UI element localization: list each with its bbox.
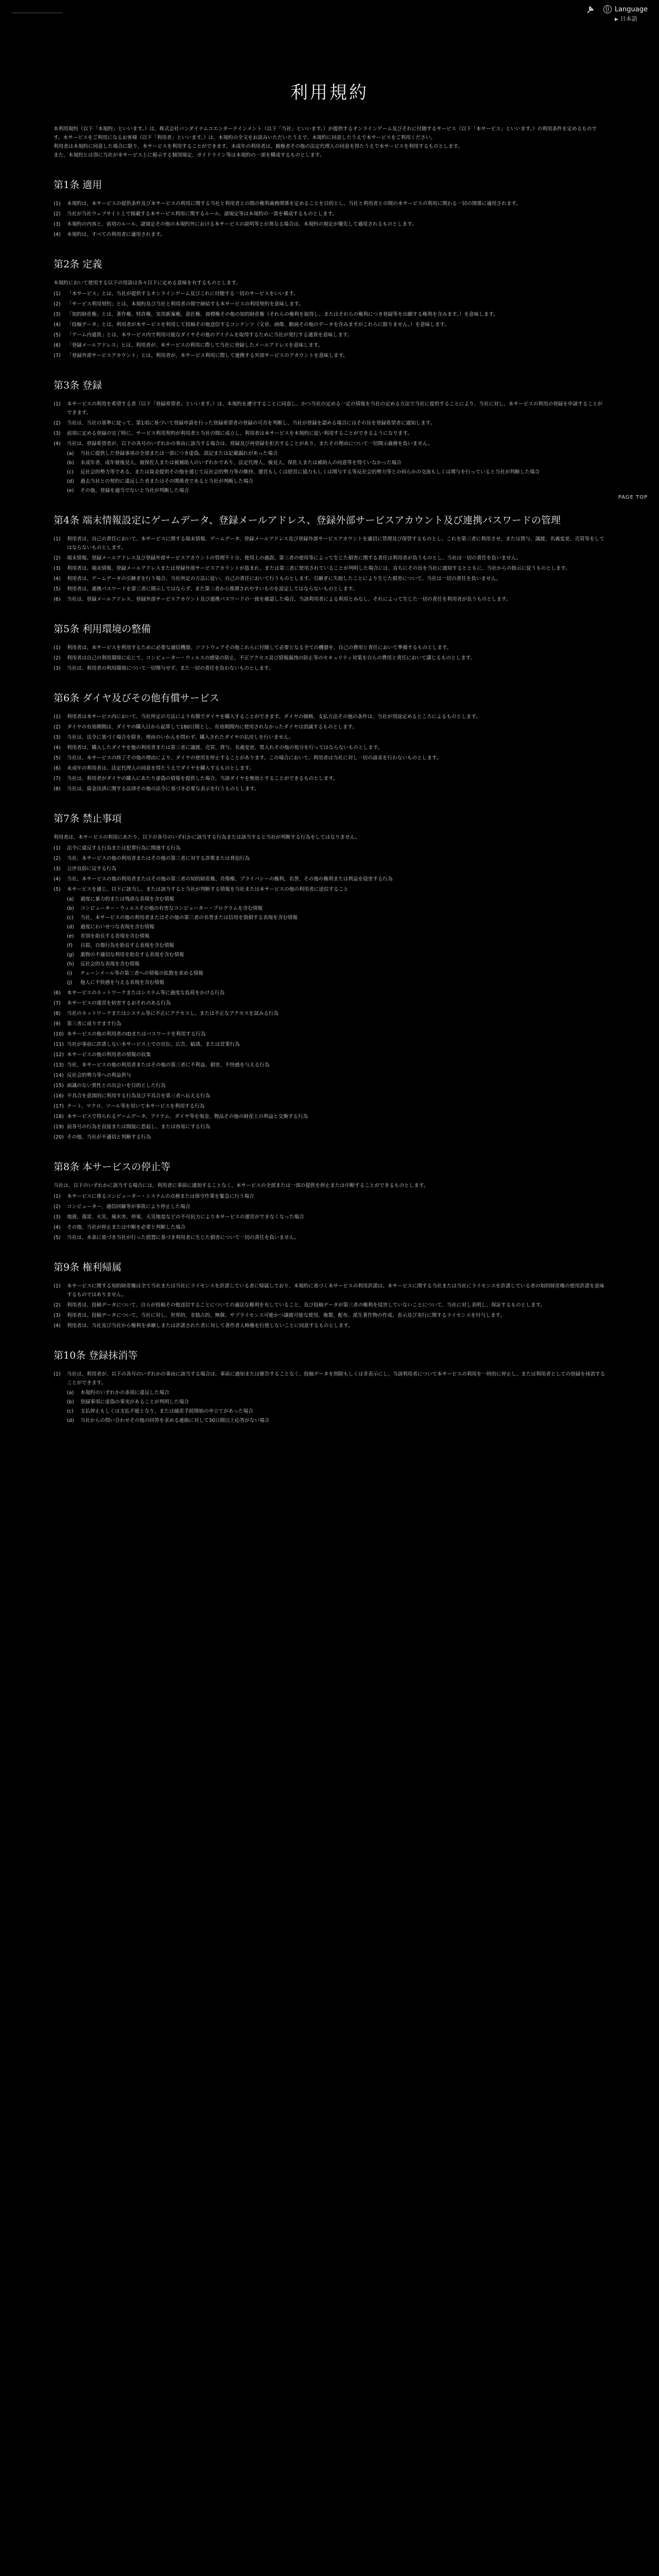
intro [54,125,605,160]
sub-item-number: (b) [67,906,74,911]
article-item [54,1081,605,1090]
item-number: (2) [54,1302,61,1308]
item-text: 当社は、本サービスの終了その他の理由により、ダイヤの使用を停止することがあります。この場合において、利用者は当社に対し一切の請求を行わないものとします。 [67,755,442,761]
article-item [54,585,605,594]
sub-item-number: (e) [67,488,74,494]
article-title: 第6条 ダイヤ及びその他有償サービス [54,692,219,704]
article-item [54,1050,605,1059]
sub-item [67,459,605,467]
article-item [54,764,605,773]
article-item [54,1133,605,1142]
item-text: 公序良俗に反する行為 [67,866,116,872]
item-text: 利用者は本サービス内において、当社所定の方法により有償でダイヤを購入することができます。ダイヤの価格、支払方法その他の条件は、当社が別途定めるところによるものとします。 [67,714,481,720]
sub-item-text: 支払停止もしくは支払不能となり、または破産手続開始の申立てがあった場合 [80,1409,253,1414]
sub-item-number: (i) [67,971,73,976]
article-10 [54,1349,605,1425]
article-item [54,300,605,309]
article-item [54,854,605,863]
item-number: (2) [54,1204,61,1210]
item-number: (2) [54,555,61,561]
item-text: 本サービスの利用を希望する者（以下「登録希望者」といいます。）は、本規約を遵守することに同意し、かつ当社の定める一定の情報を当社の定める方法で当社に提供することにより、当社に対し、本サービスの利用の登録を申請することができます。 [67,401,603,416]
sub-item-number: (c) [67,915,74,921]
language-selector[interactable] [603,5,648,23]
intro-paragraph: 利用者は本規約に同意した場合に限り、本サービスを利用することができます。未成年の利用者は、親権者その他の法定代理人の同意を得たうえで本サービスを利用するものとします。 [54,144,463,149]
item-text: 本サービスの他の利用者の情報の収集 [67,1052,151,1058]
article-title: 第1条 適用 [54,179,102,191]
item-text: 当社は、本条に基づき当社が行った措置に基づき利用者に生じた損害について一切の責任を負いません。 [67,1235,300,1241]
article-item [54,654,605,663]
intro-paragraph: 本利用規約（以下「本規約」といいます。）は、株式会社バンダイナムコエンターテインメント（以下「当社」といいます。）が提供するオンラインゲーム及びそれに付随するサービス（以下「本サービス」といいます。）の利用条件を定めるものです。本サービスをご利用になるお客様（以下「利用者」といいます。）は、本規約の全文をお読みいただいたうえで、本規約に同意したうえで本サービスをご利用ください。 [54,126,597,141]
item-number: (2) [54,420,61,426]
item-text: 「サービス利用契約」とは、本規約及び当社と利用者の間で締結する本サービスの利用契約を意味します。 [67,301,304,307]
sub-item-text: 当社からの問い合わせその他の回答を求める連絡に対して30日間以上応答がない場合 [80,1418,270,1423]
sub-item-text: 過去当社との契約に違反した者またはその関係者であると当社が判断した場合 [80,479,253,484]
item-number: (3) [54,222,61,227]
sub-item [67,895,605,904]
article-item [54,564,605,573]
item-number: (16) [54,1093,64,1099]
item-number: (8) [54,786,61,792]
article-lead: 利用者は、本サービスの利用にあたり、以下の各号のいずれかに該当する行為または該当すると当社が判断する行為をしてはなりません。 [54,835,360,840]
article-4 [54,514,605,604]
item-number: (11) [54,1042,64,1047]
article-items [54,199,605,239]
article-title: 第8条 本サービスの停止等 [54,1161,171,1173]
item-text: 地震、落雷、火災、風水害、停電、天災地変などの不可抗力により本サービスの運営ができなくなった場合 [67,1214,304,1220]
item-text: 本サービスに関する知的財産権は全て当社または当社にライセンスを許諾している者に帰属しており、本規約に基づく本サービスの利用許諾は、本サービスに関する当社または当社にライセンスを許諾している者の知的財産権の使用許諾を意味するものではありません。 [67,1283,604,1298]
sub-item-text: 当社、本サービスの他の利用者またはその他の第三者の名誉または信用を毀損する表現を含む情報 [80,915,298,921]
sub-item-text: チェーンメール等の第三者への情報の拡散を求める情報 [80,971,203,976]
item-number: (3) [54,735,61,740]
article-2 [54,258,605,360]
article-item [54,1233,605,1242]
item-number: (1) [54,201,61,207]
sub-item [67,969,605,978]
sub-items [67,1388,605,1425]
article-3 [54,379,605,495]
item-number: (4) [54,322,61,328]
item-number: (4) [54,1323,61,1329]
article-title: 第9条 権利帰属 [54,1262,122,1273]
sub-item [67,951,605,959]
item-number: (13) [54,1062,64,1068]
sub-item-text: 反社会的な表現を含む情報 [80,961,140,967]
item-text: コンピューター、通信回線等が事故により停止した場合 [67,1204,190,1210]
item-number: (2) [54,211,61,217]
article-items [54,1282,605,1330]
item-text: 利用者は、ゲームデータの引継ぎを行う場合、当社所定の方法に従い、自己の責任において行うものとします。引継ぎに失敗したことにより生じた損害について、当社は一切の責任を負いません。 [67,576,501,582]
item-number: (6) [54,766,61,771]
item-number: (2) [54,856,61,861]
item-number: (6) [54,990,61,996]
item-text: チート、マクロ、ツール等を用いて本サービスを利用する行為 [67,1104,205,1109]
item-text: 当社、本サービスの他の利用者またはその他の第三者に不利益、損害、不快感を与える行為 [67,1062,270,1068]
item-text: 本規約は、すべての利用者に適用されます。 [67,232,165,238]
sub-item [67,904,605,913]
article-items [54,400,605,495]
article-items [54,643,605,673]
sub-item-text: 未成年者、成年被後見人、被保佐人または被補助人のいずれかであり、法定代理人、後見人、保佐人または補助人の同意等を得ていなかった場合 [80,460,402,466]
article-item [54,1311,605,1320]
item-text: 不具合を意図的に利用する行為及び不具合を第三者へ伝える行為 [67,1093,211,1099]
item-number: (1) [54,401,61,407]
article-items [54,290,605,360]
item-number: (19) [54,1124,64,1130]
sub-item-text: 他人に不快感を与える表現を含む情報 [80,980,165,986]
item-text: 面識のない異性との出会いを目的とした行為 [67,1083,166,1089]
article-7 [54,812,605,1142]
item-number: (2) [54,301,61,307]
item-number: (3) [54,566,61,571]
article-item [54,554,605,563]
item-number: (2) [54,655,61,661]
tools-icon[interactable] [585,5,596,16]
sub-item [67,941,605,950]
item-text: 当社は、資金決済に関する法律その他の法令に基づき必要な表示を行うものとします。 [67,786,259,792]
article-item [54,419,605,428]
article-6 [54,691,605,793]
item-text: 当社、本サービスの他の利用者またはその他の第三者に対する詐欺または脅迫行為 [67,856,250,861]
sub-item-text: 過度にわいせつな表現を含む情報 [80,924,154,930]
item-text: 法令に違反する行為または犯罪行為に関連する行為 [67,845,181,851]
article-item [54,1321,605,1330]
article-item [54,754,605,762]
article-item [54,885,605,987]
item-number: (17) [54,1104,64,1109]
sub-item-number: (d) [67,1418,74,1423]
item-number: (4) [54,441,61,447]
item-number: (4) [54,876,61,882]
chevron-right-icon: ▶ [614,17,618,22]
item-number: (10) [54,1031,64,1037]
header-tools [585,5,648,23]
item-text: 本規約は、本サービスの提供条件及び本サービスの利用に関する当社と利用者との間の権利義務関係を定めることを目的とし、当社と利用者との間の本サービスの利用に関わる一切の関係に適用されます。 [67,201,521,207]
intro-paragraph: また、本規約とは別に当社が本サービス上に掲示する個別規定、ガイドライン等は本規約の一部を構成するものとします。 [54,152,325,158]
item-text: 当社は、登録メールアドレス、登録外部サービスアカウント及び連携パスワードの一致を確認した場合、当該利用者による利用とみなし、それによって生じた一切の責任を利用者が負うものとします。 [67,597,511,602]
sub-item-text: 本規約のいずれかの条項に違反した場合 [80,1390,169,1396]
item-text: 本サービスで得られるゲームデータ、アイテム、ダイヤ等を現金、物品その他の財産上の利益と交換する行為 [67,1114,308,1120]
sub-item [67,1398,605,1406]
item-number: (1) [54,536,61,542]
item-text: 本規約の内容と、前項のルール、諸規定その他の本規約外における本サービスの説明等とが異なる場合は、本規約の規定が優先して適用されるものとします。 [67,222,417,227]
item-text: その他、当社が不適切と判断する行為 [67,1134,151,1140]
item-number: (5) [54,1235,61,1241]
item-number: (3) [54,866,61,872]
article-item [54,1061,605,1070]
item-number: (9) [54,1021,61,1027]
item-text: 当社は、利用者の利用環境について一切関与せず、また一切の責任を負わないものとします。 [67,666,274,671]
item-number: (3) [54,666,61,671]
item-text: 利用者は、投稿データについて、当社に対し、世界的、非独占的、無償、サブライセンス可能かつ譲渡可能な使用、複製、配布、派生著作物の作成、表示及び実行に関するライセンスを付与します。 [67,1313,505,1318]
article-item [54,400,605,417]
language-label: Language [614,5,648,13]
item-text: 前各号の行為を直接または間接に惹起し、または容易にする行為 [67,1124,211,1130]
item-text: 当社は、利用者が、以下の各号のいずれかの事由に該当する場合は、事前に通知または催告することなく、投稿データを削除もしくは非表示にし、当該利用者について本サービスの利用を一時的に停止し、または利用者としての登録を抹消することができます。 [67,1371,605,1386]
article-item [54,1092,605,1100]
sub-item-text: 過度に暴力的または残虐な表現を含む情報 [80,896,175,902]
sub-item-number: (d) [67,479,74,484]
article-item [54,429,605,438]
sub-item-number: (c) [67,1409,74,1414]
sub-item [67,978,605,987]
item-text: 未成年の利用者は、法定代理人の同意を得たうえでダイヤを購入するものとします。 [67,766,254,771]
item-text: 利用者は自己の利用環境に応じて、コンピューター・ウィルスの感染の防止、不正アクセス及び情報漏洩の防止等のセキュリティ対策を自らの費用と責任において講じるものとします。 [67,655,476,661]
article-item [54,439,605,495]
article-item [54,1202,605,1211]
item-number: (4) [54,1225,61,1230]
sub-item-number: (e) [67,934,74,939]
sub-item [67,1416,605,1425]
article-9 [54,1261,605,1330]
item-text: 当社は、当社の基準に従って、第1項に基づいて登録申請を行った登録希望者の登録の可否を判断し、当社が登録を認める場合にはその旨を登録希望者に通知します。 [67,420,436,426]
article-lead: 当社は、以下のいずれかに該当する場合には、利用者に事前に通知することなく、本サービスの全部または一部の提供を停止または中断することができるものとします。 [54,1183,429,1189]
sub-item [67,923,605,931]
item-number: (3) [54,431,61,436]
article-title: 第10条 登録抹消等 [54,1350,138,1361]
item-text: 当社が事前に許諾しない本サービス上での宣伝、広告、勧誘、または営業行為 [67,1042,240,1047]
item-text: 当社は、登録希望者が、以下の各号のいずれかの事由に該当する場合は、登録及び再登録を拒否することがあり、またその理由について一切開示義務を負いません。 [67,441,433,447]
item-text: 利用者は、自己の責任において、本サービスに関する端末情報、ゲームデータ、登録メールアドレス及び登録外部サービスアカウントを適切に管理及び保管するものとし、これを第三者に利用させ、または貸与、譲渡、名義変更、売買等をしてはならないものとします。 [67,536,604,551]
item-text: 「知的財産権」とは、著作権、特許権、実用新案権、意匠権、商標権その他の知的財産権（それらの権利を取得し、またはそれらの権利につき登録等を出願する権利を含みます。）を意味します。 [67,312,498,317]
item-text: 「ゲーム内通貨」とは、本サービス内で利用可能なダイヤその他のアイテムを取得するために当社が発行する通貨を意味します。 [67,332,353,338]
item-number: (1) [54,291,61,297]
item-number: (7) [54,353,61,359]
article-item [54,535,605,552]
item-text: 端末情報、登録メールアドレス及び登録外部サービスアカウントの管理不十分、使用上の過誤、第三者の使用等によって生じた損害に関する責任は利用者が負うものとし、当社は一切の責任を負いません。 [67,555,522,561]
item-number: (12) [54,1052,64,1058]
sub-item-text: 当社に提供した登録事項の全部または一部につき虚偽、誤記または記載漏れがあった場合 [80,451,278,456]
item-text: 当社が当社ウェブサイト上で掲載する本サービス利用に関するルール、諸規定等は本規約の一部を構成するものとします。 [67,211,337,217]
sub-item-text: 差別を助長する表現を含む情報 [80,934,150,939]
item-number: (1) [54,1194,61,1199]
article-8 [54,1160,605,1242]
sub-item-number: (j) [67,980,73,986]
item-text: 利用者は、当社及び当社から権利を承継しまたは許諾された者に対して著作者人格権を行使しないことに同意するものとします。 [67,1323,353,1329]
article-lead: 本規約において使用する以下の用語は各々以下に定める意味を有するものとします。 [54,280,241,286]
item-text: 本サービスに係るコンピューター・システムの点検または保守作業を緊急に行う場合 [67,1194,254,1199]
article-items [54,713,605,793]
article-item [54,220,605,229]
item-number: (5) [54,887,61,892]
article-item [54,1040,605,1049]
article-title: 第7条 禁止事項 [54,813,122,824]
sub-item [67,1407,605,1416]
sub-item [67,960,605,969]
article-5 [54,622,605,673]
sub-item-number: (c) [67,469,74,475]
article-title: 第5条 利用環境の整備 [54,623,151,635]
item-number: (8) [54,1011,61,1016]
article-item [54,865,605,873]
article-1 [54,178,605,239]
item-number: (1) [54,714,61,720]
article-item [54,310,605,319]
item-number: (4) [54,232,61,238]
sub-item-number: (a) [67,451,74,456]
header [0,0,659,46]
item-text: 反社会的勢力等への利益供与 [67,1073,131,1078]
sub-items [67,449,605,495]
article-item [54,1020,605,1028]
language-current: 日本語 [620,15,637,22]
item-text: 本サービスを通じ、以下に該当し、または該当すると当社が判断する情報を当社または本サービスの他の利用者に送信すること [67,887,349,892]
article-title: 第3条 登録 [54,380,102,391]
article-item [54,723,605,732]
article-item [54,595,605,604]
sub-item-number: (b) [67,1399,74,1405]
sub-item [67,913,605,922]
article-item [54,844,605,853]
item-text: 利用者は、投稿データについて、自らが投稿その他送信することについての適法な権利を有していること、及び投稿データが第三者の権利を侵害していないことについて、当社に対し表明し、保証するものとします。 [67,1302,545,1308]
sub-items [67,895,605,987]
item-text: 前項に定める登録の完了時に、サービス利用契約が利用者と当社の間に成立し、利用者は本サービスを本規約に従い利用することができるようになります。 [67,431,412,436]
article-item [54,713,605,721]
item-text: 「本サービス」とは、当社が提供するオンラインゲーム及びこれに付随する一切のサービスをいいます。 [67,291,299,297]
sub-item-number: (a) [67,1390,74,1396]
item-number: (4) [54,745,61,751]
item-number: (7) [54,1001,61,1006]
article-item [54,1030,605,1039]
item-text: 「登録メールアドレス」とは、利用者が、本サービスの利用に際して当社に登録したメールアドレスを意味します。 [67,343,323,348]
item-number: (20) [54,1134,64,1140]
globe-icon [603,5,612,13]
article-items [54,535,605,604]
sub-item [67,486,605,495]
article-item [54,351,605,360]
item-number: (3) [54,1313,61,1318]
article-item [54,733,605,742]
sub-item [67,449,605,458]
article-item [54,785,605,793]
article-item [54,290,605,298]
item-number: (18) [54,1114,64,1120]
item-text: 本サービスのネットワークまたはシステム等に過度な負荷をかける行為 [67,990,225,996]
sub-item-number: (b) [67,460,74,466]
item-text: 第三者に成りすます行為 [67,1021,122,1027]
item-number: (6) [54,343,61,348]
article-item [54,574,605,583]
article-items [54,1192,605,1242]
item-number: (1) [54,1283,61,1289]
sub-item [67,468,605,477]
sub-item-text: 薬物の不適切な利用を助長する表現を含む情報 [80,952,184,958]
sub-item-number: (f) [67,943,73,948]
item-text: 利用者は、連携パスワードを第三者に開示してはならず、また第三者から推測されやすいものを設定してはならないものとします。 [67,586,358,592]
sub-item-number: (h) [67,961,74,967]
sub-item [67,932,605,941]
article-item [54,341,605,350]
article-items [54,844,605,1142]
sub-item-number: (a) [67,896,74,902]
item-text: 利用者は、端末情報、登録メールアドレスまたは登録外部サービスアカウントが盗まれ、または第三者に使用されていることが判明した場合には、直ちにその旨を当社に通知するとともに、当社からの指示に従うものとします。 [67,566,570,571]
article-item [54,320,605,329]
article-item [54,999,605,1008]
item-text: 当社、本サービスの他の利用者またはその他の第三者の知的財産権、肖像権、プライバシーの権利、名誉、その他の権利または利益を侵害する行為 [67,876,393,882]
sub-item-text: 自殺、自傷行為を助長する表現を含む情報 [80,943,175,948]
sub-item-text: 登録事項に虚偽の事実があることが判明した場合 [80,1399,189,1405]
item-text: 利用者は、本サービスを利用するために必要な通信機器、ソフトウェアその他これらに付随して必要となる全ての機器を、自己の費用と責任において準備するものとします。 [67,645,452,651]
item-number: (5) [54,332,61,338]
item-number: (15) [54,1083,64,1089]
article-item [54,210,605,218]
article-item [54,1370,605,1425]
item-text: 「登録外部サービスアカウント」とは、利用者が、本サービス利用に際して連携する外部サービスのアカウントを意味します。 [67,353,348,359]
article-item [54,1223,605,1232]
page-top-button[interactable]: PAGE TOP [618,495,648,500]
item-number: (1) [54,645,61,651]
item-number: (1) [54,845,61,851]
item-number: (1) [54,1371,61,1377]
article-item [54,1102,605,1111]
item-number: (2) [54,724,61,730]
item-number: (5) [54,755,61,761]
article-item [54,1123,605,1131]
article-item [54,664,605,673]
item-text: 「投稿データ」とは、利用者が本サービスを利用して投稿その他送信するコンテンツ（文章、画像、動画その他のデータを含みますがこれらに限りません。）を意味します。 [67,322,449,328]
item-text: 本サービスの運営を妨害するおそれのある行為 [67,1001,171,1006]
article-title: 第2条 定義 [54,259,102,270]
item-number: (4) [54,576,61,582]
sub-item [67,477,605,486]
item-number: (6) [54,597,61,602]
article-items [54,1370,605,1425]
sub-item-text: その他、登録を適当でないと当社が判断した場合 [80,488,189,494]
item-number: (5) [54,586,61,592]
item-text: 当社は、法令に基づく場合を除き、理由のいかんを問わず、購入されたダイヤの払戻しを行いません。 [67,735,294,740]
article-item [54,1192,605,1201]
article-item [54,743,605,752]
item-number: (7) [54,776,61,782]
article-item [54,1301,605,1310]
article-item [54,989,605,997]
item-text: ダイヤの有効期間は、ダイヤの購入日から起算して180日間とし、有効期間内に使用されなかったダイヤは消滅するものとします。 [67,724,357,730]
article-item [54,1213,605,1222]
item-text: 当社は、利用者がダイヤの購入にあたり虚偽の情報を提供した場合、当該ダイヤを無効とすることができるものとします。 [67,776,338,782]
article-item [54,1071,605,1080]
item-number: (14) [54,1073,64,1078]
sub-item-text: 反社会的勢力等である、または資金提供その他を通じて反社会的勢力等の維持、運営もしくは経営に協力もしくは関与する等反社会的勢力等との何らかの交流もしくは関与を行っていると当社が判断した場合 [80,469,540,475]
item-number: (3) [54,1214,61,1220]
item-text: 利用者は、購入したダイヤを他の利用者または第三者に譲渡、売買、貸与、名義変更、質入れその他の処分を行ってはならないものとします。 [67,745,383,751]
article-item [54,1282,605,1299]
articles [54,178,605,1425]
terms-content [54,125,605,2576]
sub-item [67,1388,605,1397]
article-item [54,1112,605,1121]
article-item [54,643,605,652]
sub-item-number: (g) [67,952,74,958]
site-logo[interactable] [11,12,63,13]
item-text: 当社のネットワークまたはシステム等に不正にアクセスし、または不正なアクセスを試みる行為 [67,1011,279,1016]
article-item [54,199,605,208]
article-item [54,875,605,884]
item-text: 本サービスの他の利用者のIDまたはパスワードを利用する行為 [67,1031,206,1037]
article-item [54,1009,605,1018]
article-item [54,774,605,783]
sub-item-text: コンピューター・ウィルスその他の有害なコンピューター・プログラムを含む情報 [80,906,263,911]
sub-item-number: (d) [67,924,74,930]
item-text: その他、当社が停止または中断を必要と判断した場合 [67,1225,186,1230]
page-title: 利用規約 [290,82,369,103]
article-title: 第4条 端末情報設定にゲームデータ、登録メールアドレス、登録外部サービスアカウント及び連携パスワードの管理 [54,515,561,526]
article-item [54,331,605,340]
item-number: (3) [54,312,61,317]
article-item [54,230,605,239]
